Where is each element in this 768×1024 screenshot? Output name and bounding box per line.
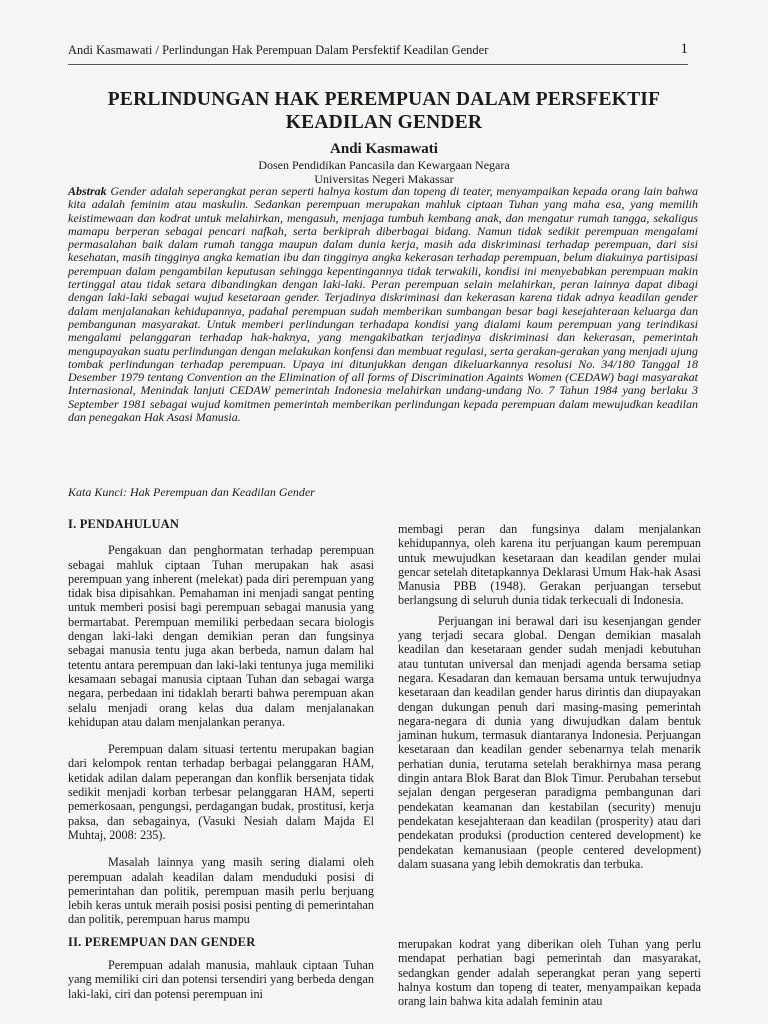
section-1-paragraph-continued: membagi peran dan fungsinya dalam menjalankan kehidupannya, oleh karena itu perjuangan kaum perempuan untuk mewujudkan kesetaraan dan keadilan gender mulai gencar setelah ditetapkannya Deklarasi Umum Hak-hak Asasi Manusia PBB (1948). Gerakan perjuangan tersebut berlangsung di seluruh dunia tidak terkecuali di Indonesia.	[398, 522, 701, 608]
page-number: 1	[680, 41, 688, 57]
section-1-paragraph-2: Perempuan dalam situasi tertentu merupakan bagian dari kelompok rentan terhadap berbagai pelanggaran HAM, ketidak adilan dalam peperangan dan konflik bersenjata tidak sedikit menjadi korban terbesar pelanggaran HAM, seperti pemerkosaan, pengungsi, perdagangan budak, prostitusi, kerja paksa, dan sebagainya, (Vasuki Nesiah dalam Majda El Muhtaj, 2008: 235).	[68, 742, 374, 842]
author-name: Andi Kasmawati	[330, 141, 438, 157]
section-1-paragraph-3: Masalah lainnya yang masih sering dialami oleh perempuan adalah keadilan dalam menduduki posisi di pemerintahan dan politik, perempuan masih perlu berjuang lebih keras untuk meraih posisi posisi penting di pemerintahan dan politik, perempuan harus mampu	[68, 855, 374, 927]
section-2-heading: II. PEREMPUAN DAN GENDER	[68, 934, 256, 949]
section-2-paragraph-continued: merupakan kodrat yang diberikan oleh Tuhan yang perlu mendapat perhatian bagi pemerintah dan masyarakat, sedangkan gender adalah seperangkat peran yang seperti halnya kostum dan topeng di teater, menyampaikan kepada orang lain bahwa kita adalah feminin atau	[398, 937, 701, 1009]
title-line-1: PERLINDUNGAN HAK PEREMPUAN DALAM PERSFEKTIF	[107, 89, 661, 110]
keywords: Kata Kunci: Hak Perempuan dan Keadilan Gender	[68, 485, 315, 499]
section-1-paragraph-1: Pengakuan dan penghormatan terhadap perempuan sebagai mahluk ciptaan Tuhan merupakan hak asasi perempuan yang inherent (melekat) pada diri perempuan yang tidak bisa dipisahkan. Pemahaman ini menjadi sangat penting untuk memberi posisi bagi perempuan sebagai manusia yang bermartabat. Perempuan memiliki perbedaan secara biologis dengan laki-laki dengan demikian peran dan fungsinya sebagai manusia tentu juga akan berbeda, namun dalam hal tetentu antara perempuan dan laki-laki tentunya juga memiliki kesamaan sebagai manusia ciptaan Tuhan dan sebagai warga negara, perbedaan ini tidaklah berarti bahwa perempuan akan selalu menjadi orang kelas dua dalam menjalanakan kehidupan atau dalam menjalankan peranya.	[68, 543, 374, 729]
affiliation-line-2: Universitas Negeri Makassar	[314, 172, 454, 186]
section-1-heading: I. PENDAHULUAN	[68, 517, 180, 531]
section-2-paragraph-1: Perempuan adalah manusia, mahlauk ciptaan Tuhan yang memiliki ciri dan potensi tersendiri yang berbeda dengan laki-laki, ciri dan potensi perempuan ini	[68, 958, 374, 1001]
running-header	[68, 41, 688, 65]
affiliation-line-1: Dosen Pendidikan Pancasila dan Kewargaan Negara	[258, 158, 510, 172]
running-title: Andi Kasmawati / Perlindungan Hak Perempuan Dalam Persfektif Keadilan Gender	[68, 43, 489, 57]
abstract-text: Gender adalah seperangkat peran seperti halnya kostum dan topeng di teater, menyampaikan kepada orang lain bahwa kita adalah feminim atau maskulin. Sedankan perempuan merupakan mahluk ciptaan Tuhan yang maha esa, yang memilih keistimewaan dan kodrat untuk melahirkan, mengasuh, menjaga tumbuh kembang anak, dan mengatur rumah tangga, sekaligus mamapu berperan sebagai pencari nafkah, serta berkiprah diberbagai bidang. Namun tidak sedikit perempuan mengalami permasalahan baik dalam rumah tangga maupun dalam dunia kerja, masih ada diskriminasi terhadap perempuan, dari sisi kesehatan, masih tingginya angka kematian ibu dan tingginya angka kekerasan terhadap perempuan, belum diakuinya partisipasi perempuan dalam pengambilan keputusan sehingga kepentingannya tidak terwakili, kondisi ini menyebabkan perempuan makin tertinggal atau tidak setara dibandingkan dengan laki-laki. Peran perempuan selain melahirkan, peran lainnya dapat dibagi dengan laki-laki sebagai wujud kesetaraan gender. Terjadinya diskriminasi dan kekerasan karena tidak adnya keadilan gender dalam menjalanakan kehidupannya, padahal perempuan sudah memberikan sumbangan besar bagi kesejahteraan keluarga dan pembangunan masyarakat. Untuk memberi perlindungan terhadapa kondisi yang dialami kaum perempuan yang terindikasi mengalami pelanggaran terhadap hak-haknya, yang mengakibatkan terjadinya diskriminasi dan kekerasan, pemerintah mengupayakan suatu perlindungan dengan melakukan konfensi dan membuat regulasi, serta gerakan-gerakan yang menjadi ujung tombak perlindungan terhadap perempuan. Upaya ini ditunjukkan dengan dikeluarkannya resolusi No. 34/180 Tanggal 18 Desember 1979 tentang Convention an the Elimination of all forms of Discrimination Againts Women (CEDAW) bagi masyarakat Internasional, Menindak lanjuti CEDAW pemerintah Indonesia melahirkan undang-undang No. 7 Tahun 1984 yang berlaku 3 September 1981 sebagai wujud komitmen pemerintah memberikan perlindungan kepada perempuan dalam mewujudkan keadilan dan penegakan Hak Asasi Manusia.	[68, 184, 698, 425]
right-column	[398, 522, 701, 871]
section-1-paragraph-4: Perjuangan ini berawal dari isu kesenjangan gender yang terjadi secara global. Dengan demikian masalah keadilan dan kesetaraan gender sudah menjadi kebutuhan atau tuntutan universal dan menjadi agenda bersama setiap negara. Kesadaran dan kemauan bersama untuk terwujudnya kesetaraan dan keadilan gender harus dirintis dan diupayakan dengan dukungan penuh dari masing-masing pemerintah negara-negara di dunia yang diwujudkan dalam bentuk jaminan hukum, termasuk diantaranya Indonesia. Perjuangan kesetaraan dan keadilan gender sebenarnya telah menarik perhatian dunia, terutama setelah berakhirnya masa perang dingin antara Blok Barat dan Blok Timur. Perubahan tersebut sejalan dengan pergeseran paradigma pembangunan dari pendekatan keamanan dan kestabilan (security) menuju pendekatan kesejahteraan dan keadilan (prosperity) atau dari pendekatan produksi (production centered development) ke pendekatan kemanusiaan (people centered development) dalam suasana yang lebih demokratis dan terbuka.	[398, 613, 701, 871]
author-affiliation	[0, 158, 768, 186]
right-column-bottom	[398, 937, 701, 1008]
paper-title	[60, 88, 708, 134]
abstract	[68, 185, 698, 424]
title-line-2: KEADILAN GENDER	[285, 112, 483, 133]
left-column	[68, 517, 374, 1001]
abstract-label: Abstrak	[68, 184, 107, 198]
